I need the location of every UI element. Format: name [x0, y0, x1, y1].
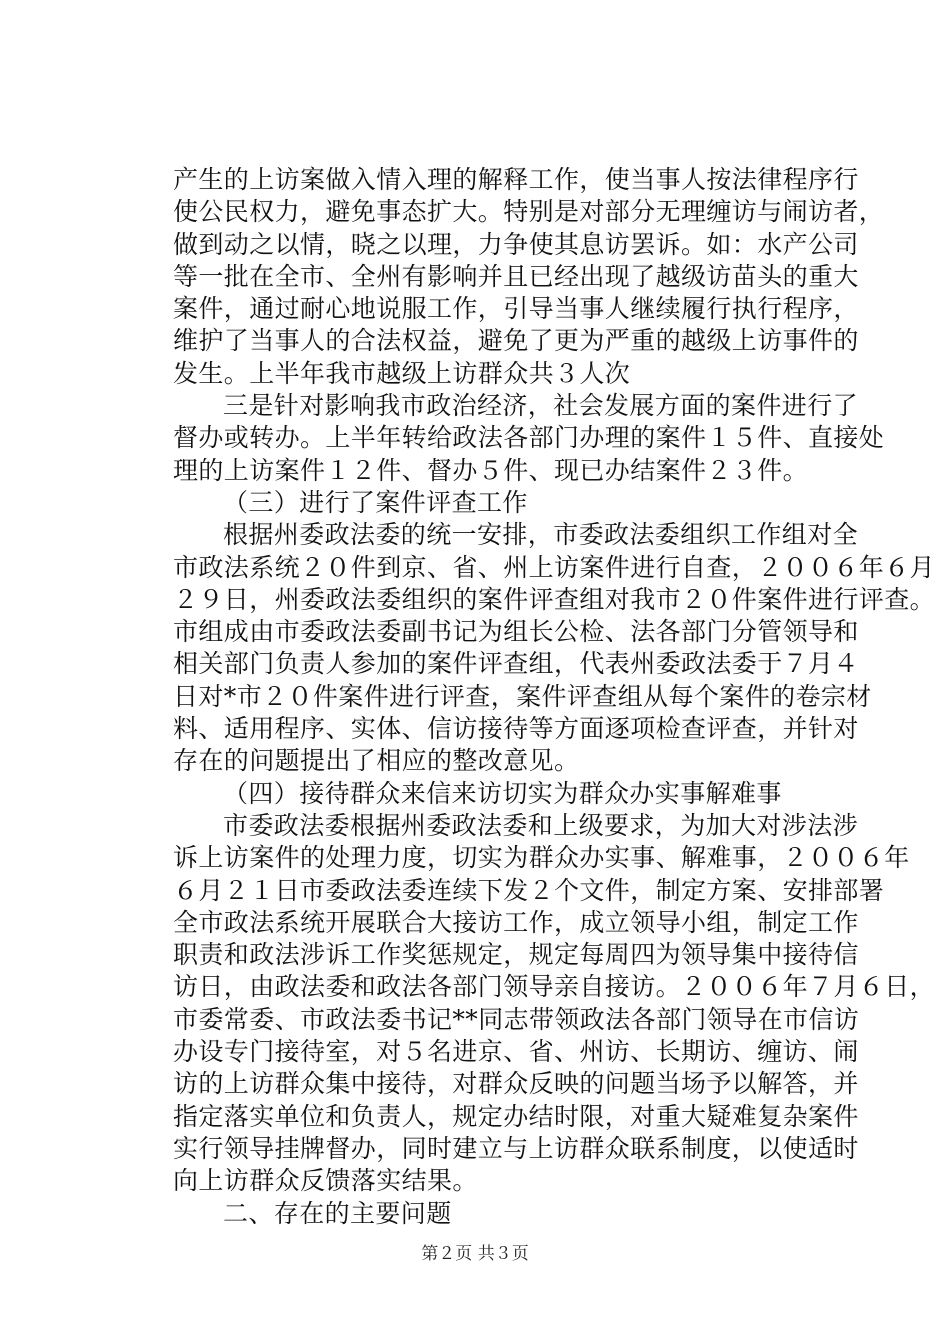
paragraph-line: 三是针对影响我市政治经济，社会发展方面的案件进行了: [223, 391, 859, 421]
paragraph-line: 日对*市２０件案件进行评查，案件评查组从每个案件的卷宗材: [173, 681, 872, 711]
paragraph-line: 案件，通过耐心地说服工作，引导当事人继续履行执行程序，: [173, 294, 859, 324]
paragraph-line: 督办或转办。上半年转给政法各部门办理的案件１５件、直接处: [173, 423, 885, 453]
paragraph-line: 做到动之以情，晓之以理，力争使其息访罢诉。如：水产公司: [173, 229, 859, 259]
paragraph-line: 市政法系统２０件到京、省、州上访案件进行自查，２００６年６月: [173, 552, 936, 582]
paragraph-line: 市组成由市委政法委副书记为组长公检、法各部门分管领导和: [173, 617, 859, 647]
paragraph-line: ６月２１日市委政法委连续下发２个文件，制定方案、安排部署: [173, 875, 885, 905]
paragraph-line: 办设专门接待室，对５名进京、省、州访、长期访、缠访、闹: [173, 1037, 859, 1067]
paragraph-line: 访的上访群众集中接待，对群众反映的问题当场予以解答，并: [173, 1069, 859, 1099]
paragraph-line: ２９日，州委政法委组织的案件评查组对我市２０件案件进行评查。: [173, 584, 936, 614]
paragraph-line: 等一批在全市、全州有影响并且已经出现了越级访苗头的重大: [173, 261, 859, 291]
paragraph-line: 诉上访案件的处理力度，切实为群众办实事、解难事，２００６年: [173, 843, 910, 873]
paragraph-line: 向上访群众反馈落实结果。: [173, 1166, 478, 1196]
section-heading: （四）接待群众来信来访切实为群众办实事解难事: [223, 778, 782, 808]
paragraph-line: 发生。上半年我市越级上访群众共３人次: [173, 358, 631, 388]
paragraph-line: 相关部门负责人参加的案件评查组，代表州委政法委于７月４: [173, 649, 859, 679]
paragraph-line: 存在的问题提出了相应的整改意见。: [173, 746, 580, 776]
paragraph-line: 指定落实单位和负责人，规定办结时限，对重大疑难复杂案件: [173, 1101, 859, 1131]
paragraph-line: 全市政法系统开展联合大接访工作，成立领导小组，制定工作: [173, 907, 859, 937]
paragraph-line: 根据州委政法委的统一安排，市委政法委组织工作组对全: [223, 520, 859, 550]
paragraph-line: 职责和政法涉诉工作奖惩规定，规定每周四为领导集中接待信: [173, 940, 859, 970]
paragraph-line: 料、适用程序、实体、信访接待等方面逐项检查评查，并针对: [173, 714, 859, 744]
paragraph-line: 理的上访案件１２件、督办５件、现已办结案件２３件。: [173, 455, 809, 485]
paragraph-line: 市委常委、市政法委书记**同志带领政法各部门领导在市信访: [173, 1004, 860, 1034]
paragraph-line: 实行领导挂牌督办，同时建立与上访群众联系制度，以使适时: [173, 1133, 859, 1163]
page-number-footer: 第２页 共３页: [421, 1244, 529, 1264]
paragraph-line: 使公民权力，避免事态扩大。特别是对部分无理缠访与闹访者，: [173, 197, 885, 227]
section-heading: （三）进行了案件评查工作: [223, 487, 528, 517]
section-heading: 二、存在的主要问题: [223, 1198, 452, 1228]
paragraph-line: 维护了当事人的合法权益，避免了更为严重的越级上访事件的: [173, 326, 859, 356]
paragraph-line: 市委政法委根据州委政法委和上级要求，为加大对涉法涉: [223, 810, 859, 840]
paragraph-line: 访日，由政法委和政法各部门领导亲自接访。２００６年７月６日，: [173, 972, 936, 1002]
document-body: [173, 164, 936, 1230]
paragraph-line: 产生的上访案做入情入理的解释工作，使当事人按法律程序行: [173, 165, 859, 194]
